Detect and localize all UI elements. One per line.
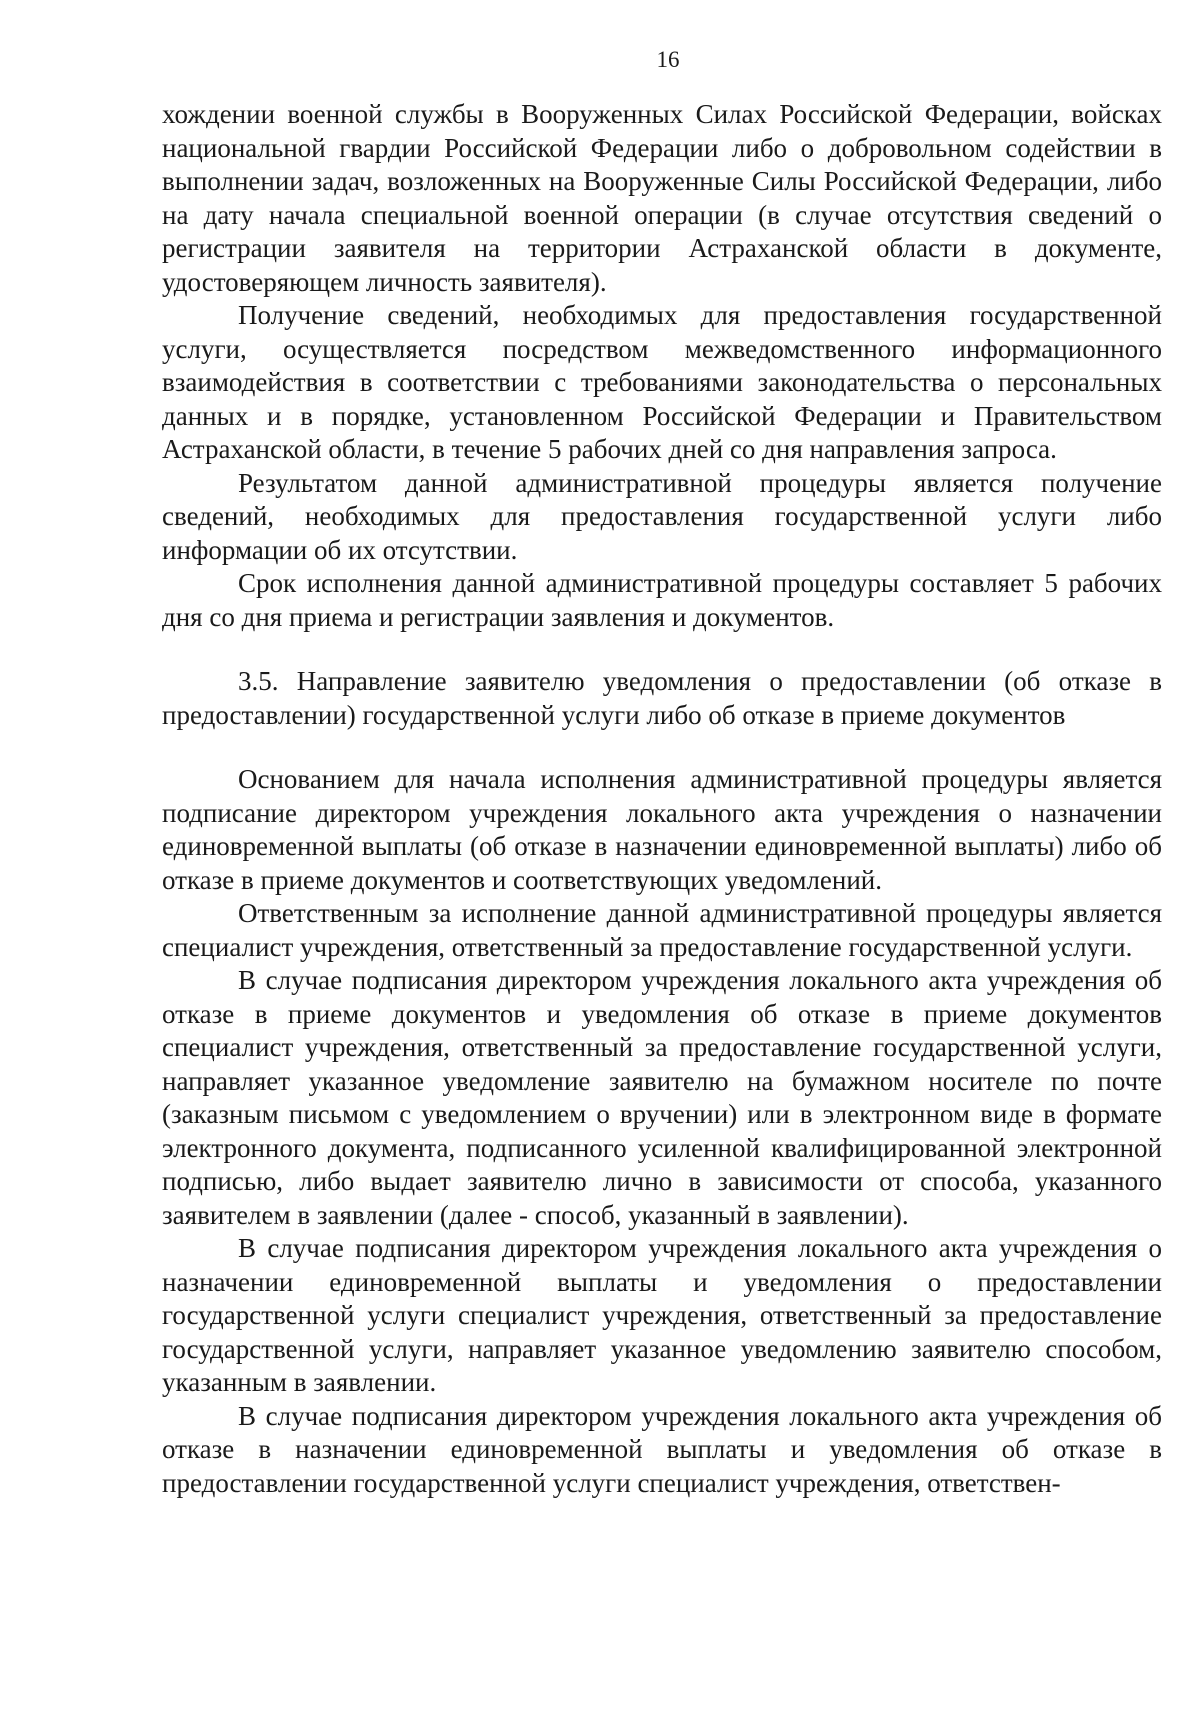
paragraph-responsible: Ответственным за исполнение данной административной процедуры является специалист учреждения, ответственный за предоставление государственной услуги.	[162, 898, 1162, 962]
paragraph-result: Результатом данной административной процедуры является получение сведений, необходимых для предоставления государственной услуги либо информации об их отсутствии.	[162, 467, 1162, 565]
paragraph-payment-granted: В случае подписания директором учреждения локального акта учреждения о назначении единовременной выплаты и уведомления о предоставлении государственной услуги специалист учреждения, ответственный за предоставление государственной услуги, направляет указанное уведомлению заявителю способом, указанным в заявлении.	[162, 1233, 1162, 1397]
paragraph-deadline: Срок исполнения данной административной процедуры составляет 5 рабочих дня со дня приема и регистрации заявления и документов.	[162, 568, 1162, 632]
paragraph-refusal-documents: В случае подписания директором учреждения локального акта учреждения об отказе в приеме документов и уведомления об отказе в приеме документов специалист учреждения, ответственный за предоставление государственной услуги, направляет указанное уведомление заявителю на бумажном носителе по почте (заказным письмом с уведомлением о вручении) или в электронном виде в формате электронного документа, подписанного усиленной квалифицированной электронной подписью, либо выдает заявителю лично в зависимости от способа, указанного заявителем в заявлении (далее - способ, указанный в заявлении).	[162, 965, 1162, 1230]
paragraph-basis: Основанием для начала исполнения административной процедуры является подписание директором учреждения локального акта учреждения о назначении единовременной выплаты (об отказе в назначении единовременной выплаты) либо об отказе в приеме документов и соответствующих уведомлений.	[162, 764, 1162, 895]
paragraph-payment-refused: В случае подписания директором учреждения локального акта учреждения об отказе в назначении единовременной выплаты и уведомления об отказе в предоставлении государственной услуги специалист учреждения, ответствен-	[162, 1400, 1162, 1498]
paragraph-interagency-request: Получение сведений, необходимых для предоставления государственной услуги, осуществляется посредством межведомственного информационного взаимодействия в соответствии с требованиями законодательства о персональных данных и в порядке, установленном Российской Федерации и Правительством Астраханской области, в течение 5 рабочих дней со дня направления запроса.	[162, 300, 1162, 464]
page-number: 16	[656, 47, 680, 72]
section-heading-3-5: 3.5. Направление заявителю уведомления о предоставлении (об отказе в предоставлении) государственной услуги либо об отказе в приеме документов	[162, 666, 1162, 730]
document-body	[162, 98, 1162, 1500]
paragraph-continuation: хождении военной службы в Вооруженных Силах Российской Федерации, войсках национальной гвардии Российской Федерации либо о добровольном содействии в выполнении задач, возложенных на Вооруженные Силы Российской Федерации, либо на дату начала специальной военной операции (в случае отсутствия сведений о регистрации заявителя на территории Астраханской области в документе, удостоверяющем личность заявителя).	[162, 99, 1162, 297]
